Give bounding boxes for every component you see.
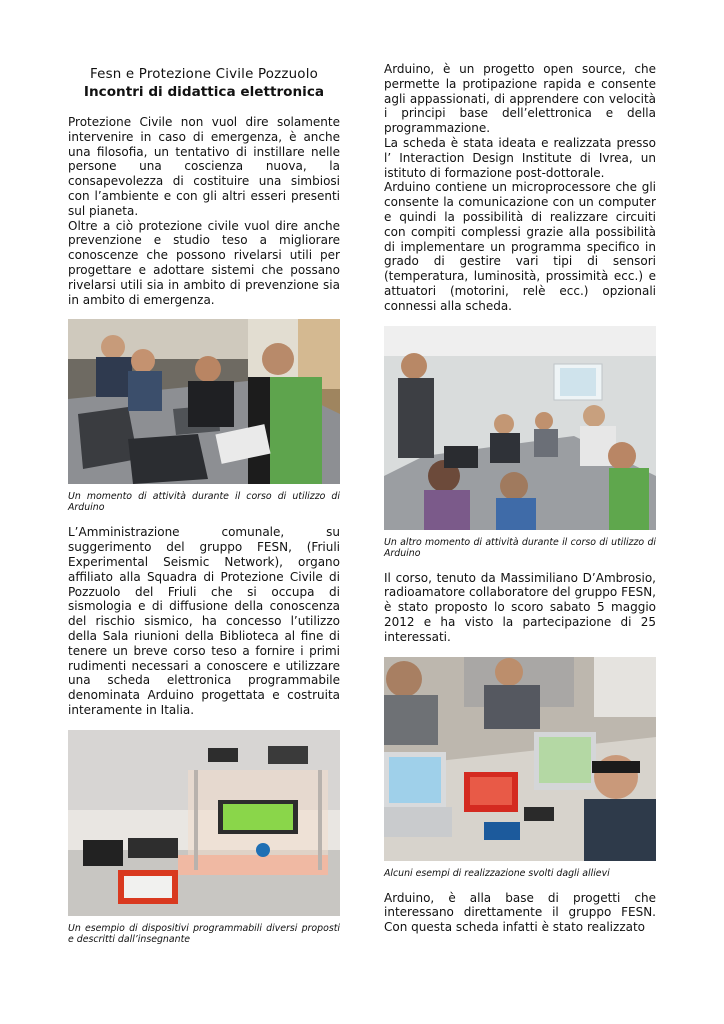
arduino-paragraph-1: Arduino, è un progetto open source, che permette la protipazione rapida e consente agli appassionati, di apprendere con velocità i principi base dell’elettronica e della programmazione. xyxy=(384,62,656,136)
fesn-projects-paragraph: Arduino, è alla base di progetti che interessano direttamente il gruppo FESN. Con questa scheda infatti è stato realizzato xyxy=(384,890,656,935)
photo3-caption: Un altro momento di attività durante il corso di utilizzo di Arduino xyxy=(384,536,656,559)
arduino-paragraph-3: Arduino contiene un microprocessore che gli consente la comunicazione con un computer e quindi la possibilità di realizzare circuiti con compiti complessi grazie alla possibilità di implementare un programma specifico in grado di gestire vari tipi di sensori (temperatura, luminosità, prossimità ecc.) e attuatori (motorini, relè ecc.) opzionali connessi alla scheda. xyxy=(384,180,656,313)
administration-paragraph: L’Amministrazione comunale, su suggerimento del gruppo FESN, (Friuli Experimental Seismic Network), organo affiliato alla Squadra di Protezione Civile di Pozzuolo del Friuli che si occupa di sismologia e di diffusione della conoscenza del rischio sismico, ha concesso l’utilizzo della Sala riunioni della Biblioteca al fine di tenere un breve corso teso a fornire i primi rudimenti necessari a conoscere e utilizzare una scheda elettronica programmabile denominata Arduino progettata e costruita interamente in Italia. xyxy=(68,525,340,717)
intro-paragraph-1: Protezione Civile non vuol dire solamente intervenire in caso di emergenza, è anche una filosofia, un tentativo di instillare nelle persone una coscienza nuova, la consapevolezza di costituire una simbiosi con l’ambiente e con gli altri esseri presenti sul pianeta. xyxy=(68,115,340,218)
photo-classroom-projector xyxy=(384,326,656,530)
arduino-paragraph-2: La scheda è stata ideata e realizzata presso l’ Interaction Design Institute di Ivrea, un istituto di formazione post-dottorale. xyxy=(384,135,656,180)
photo2-caption: Un esempio di dispositivi programmabili diversi proposti e descritti dall’insegnante xyxy=(68,922,340,945)
photo-student-projects xyxy=(384,657,656,861)
photo1-caption: Un momento di attività durante il corso di utilizzo di Arduino xyxy=(68,491,340,514)
article-title: Fesn e Protezione Civile Pozzuolo xyxy=(89,67,319,82)
photo4-caption: Alcuni esempi di realizzazione svolti dagli allievi xyxy=(384,867,610,879)
photo-arduino-devices xyxy=(68,730,340,916)
photo-classroom-laptops xyxy=(68,319,340,484)
article-subtitle: Incontri di didattica elettronica xyxy=(83,84,325,100)
intro-paragraph-2: Oltre a ciò protezione civile vuol dire anche prevenzione e studio teso a migliorare conoscenze che possono rivelarsi utili per progettare e adottare sistemi che possano rivelarsi utili sia in ambito di prevenzione sia in ambito di emergenza. xyxy=(68,218,340,307)
left-column xyxy=(68,62,340,945)
right-column xyxy=(384,62,656,935)
course-paragraph: Il corso, tenuto da Massimiliano D’Ambrosio, radioamatore collaboratore del gruppo FESN, è stato proposto lo scoro sabato 5 maggio 2012 e ha visto la partecipazione di 25 interessati. xyxy=(384,570,656,644)
